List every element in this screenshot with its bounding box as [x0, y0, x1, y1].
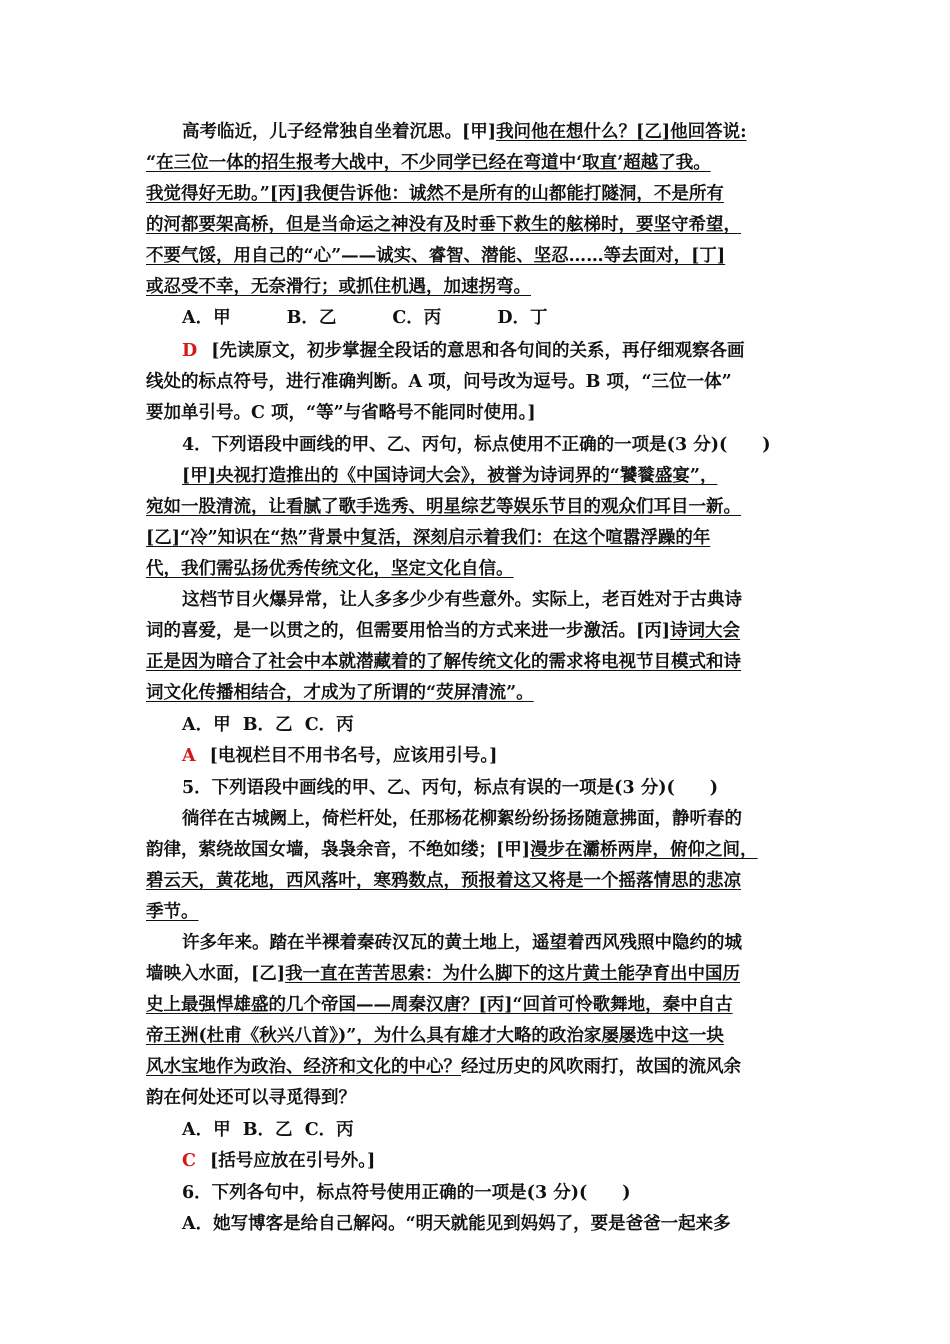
- q3-answer: D: [182, 341, 198, 361]
- q4-line-8: [146, 678, 808, 708]
- q5-line-8: 帝王洲(杜甫《秋兴八首》)”，为什么具有雄才大略的政治家屡屡选中这一块: [146, 1026, 724, 1046]
- q4-answer: A: [182, 746, 196, 766]
- q4-underlined-text: [甲]央视打造推出的《中国诗词大会》，被誉为诗词界的“饕餮盛宴”，: [182, 466, 718, 486]
- q3-option-a: A．甲: [182, 308, 231, 328]
- q3-explanation-line-1: [146, 336, 808, 366]
- q3-line-1: [146, 117, 808, 147]
- q4-stem: 4．下列语段中画线的甲、乙、丙句，标点使用不正确的一项是(3 分)( ): [182, 435, 771, 455]
- q6-option-a: A．她写博客是给自己解闷。“明天就能见到妈妈了，要是爸爸一起来多: [182, 1214, 731, 1234]
- q4-underlined-text: 诗词大会: [670, 621, 741, 641]
- q5-underlined-text: 风水宝地作为政治、经济和文化的中心？: [146, 1057, 461, 1077]
- q3-underlined-text: 我问他在想什么？[乙]他回答说:: [496, 122, 747, 142]
- q4-line-1: [146, 461, 808, 491]
- q5-stem: 5．下列语段中画线的甲、乙、丙句，标点有误的一项是(3 分)( ): [182, 778, 719, 798]
- q5-text: 墙映入水面，[乙]: [146, 964, 286, 984]
- q3-explanation-text: [先读原文，初步掌握全段话的意思和各句间的关系，再仔细观察各画: [211, 341, 745, 361]
- q6-stem: 6．下列各句中，标点符号使用正确的一项是(3 分)( ): [182, 1183, 631, 1203]
- q5-line-1: 徜徉在古城阙上，倚栏杆处，任那杨花柳絮纷纷扬扬随意拂面，静听春的: [182, 809, 742, 829]
- q4-text: 词的喜爱，是一以贯之的，但需要用恰当的方式来进一步激活。[丙]: [146, 621, 671, 641]
- q4-line-4: [146, 554, 808, 584]
- q5-line-4: [146, 897, 808, 927]
- q5-line-7: 史上最强悍雄盛的几个帝国——周秦汉唐？[丙]“回首可怜歌舞地，秦中自古: [146, 995, 733, 1015]
- q5-options: A．甲 B．乙 C．丙: [182, 1120, 354, 1140]
- q4-line-7: 正是因为暗合了社会中本就潜藏着的了解传统文化的需求将电视节目模式和诗: [146, 652, 741, 672]
- q5-line-6: [146, 959, 808, 989]
- q3-explanation-line-3: 要加单引号。C 项，“等”与省略号不能同时使用。]: [146, 403, 536, 423]
- q3-line-4: 的河都要架高桥，但是当命运之神没有及时垂下救生的舷梯时，要坚守希望，: [146, 215, 741, 235]
- q4-options: A．甲 B．乙 C．丙: [182, 715, 354, 735]
- q5-line-9: [146, 1052, 808, 1082]
- q3-underlined-text: 我觉得好无助。”[丙]: [146, 184, 304, 204]
- q5-line-2: [146, 835, 808, 865]
- q3-line-3: [146, 179, 808, 209]
- q3-options: [146, 303, 808, 333]
- q5-line-3: 碧云天，黄花地，西风落叶，寒鸦数点，预报着这又将是一个摇落情思的悲凉: [146, 871, 741, 891]
- q5-text: 经过历史的风吹雨打，故国的流风余: [461, 1057, 741, 1077]
- q4-explanation: [146, 741, 808, 771]
- q4-line-2: 宛如一股清流，让看腻了歌手选秀、明星综艺等娱乐节目的观众们耳目一新。: [146, 497, 741, 517]
- q5-line-5: 许多年来。踏在半裸着秦砖汉瓦的黄土地上，遥望着西风残照中隐约的城: [182, 933, 742, 953]
- q5-explanation-text: [括号应放在引号外。]: [209, 1151, 376, 1171]
- q4-underlined-text: 词文化传播相结合，才成为了所谓的“荧屏清流”。: [146, 683, 534, 703]
- q5-underlined-text: 漫步在灞桥两岸，俯仰之间，: [530, 840, 758, 860]
- q3-option-b: B．乙: [286, 308, 337, 328]
- q5-explanation: [146, 1146, 808, 1176]
- q3-text: 高考临近，儿子经常独自坐着沉思。[甲]: [182, 122, 497, 142]
- q5-line-10: 韵在何处还可以寻觅得到？: [146, 1088, 356, 1108]
- q3-underlined-text: 我便告诉他：诚然不是所有的山都能打隧洞，不是所有: [303, 184, 724, 204]
- q4-explanation-text: [电视栏目不用书名号，应该用引号。]: [209, 746, 498, 766]
- q5-underlined-text: 季节。: [146, 902, 199, 922]
- q3-option-d: D．丁: [497, 308, 548, 328]
- q3-option-c: C．丙: [392, 308, 442, 328]
- q4-line-5: 这档节目火爆异常，让人多多少少有些意外。实际上，老百姓对于古典诗: [182, 590, 742, 610]
- q3-line-2: “在三位一体的招生报考大战中，不少同学已经在弯道中‘取直’超越了我。: [146, 153, 711, 173]
- q3-line-5: 不要气馁，用自己的“心”——诚实、睿智、潜能、坚忍……等去面对，[丁]: [146, 246, 726, 266]
- q3-line-6: 或忍受不幸，无奈滑行；或抓住机遇，加速拐弯。: [146, 277, 531, 297]
- q4-line-6: [146, 616, 808, 646]
- q5-underlined-text: 我一直在苦苦思索：为什么脚下的这片黄土能孕育出中国历: [285, 964, 741, 984]
- q3-explanation-line-2: 线处的标点符号，进行准确判断。A 项，问号改为逗号。B 项，“三位一体”: [146, 372, 732, 392]
- q4-underlined-text: 代，我们需弘扬优秀传统文化，坚定文化自信。: [146, 559, 514, 579]
- q5-answer: C: [182, 1151, 196, 1171]
- q4-line-3: [乙]“冷”知识在“热”背景中复活，深刻启示着我们：在这个喧嚣浮躁的年: [146, 528, 711, 548]
- q5-text: 韵律，萦绕故国女墙，袅袅余音，不绝如缕；[甲]: [146, 840, 531, 860]
